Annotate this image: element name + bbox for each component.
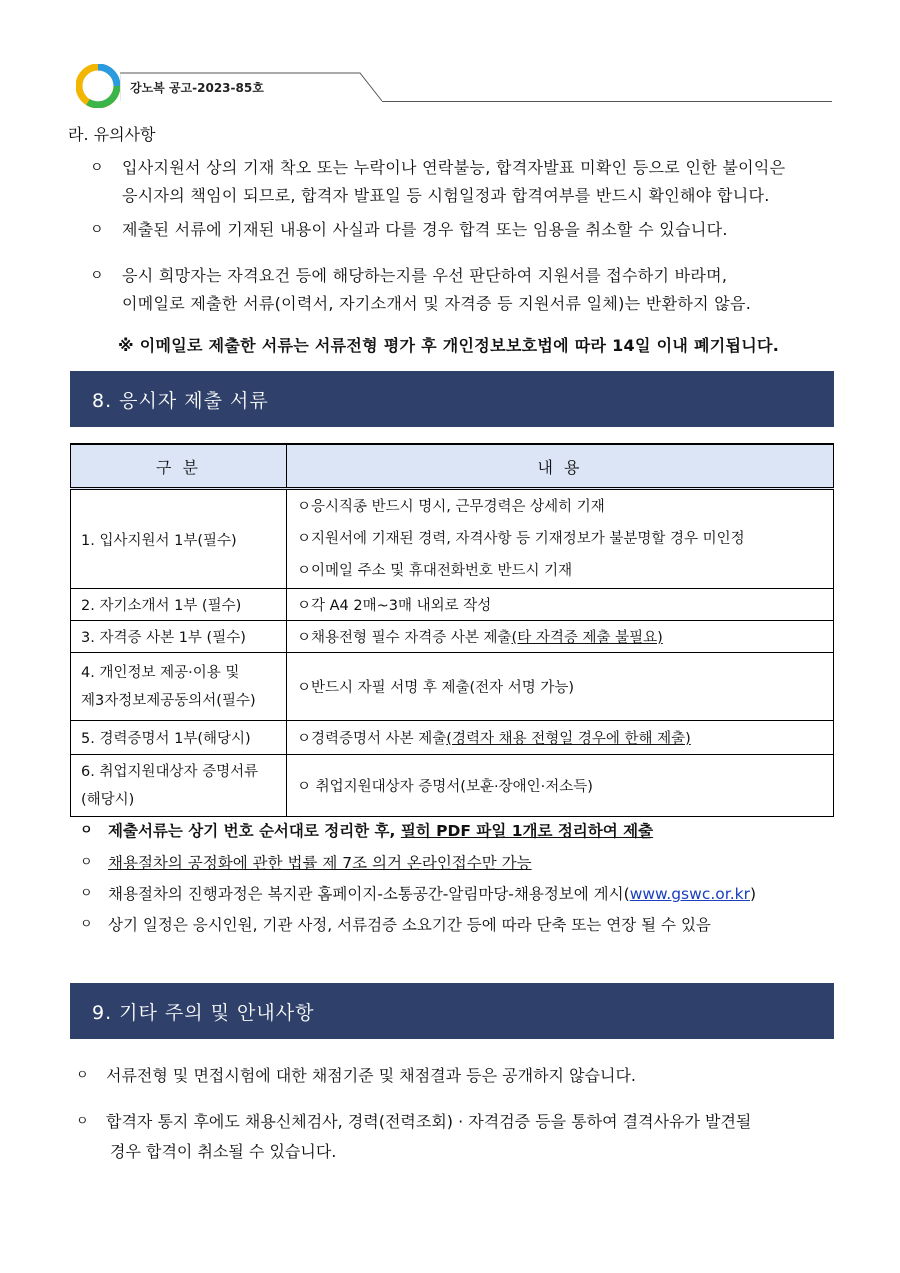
organization-logo-icon xyxy=(76,64,120,108)
section-8-title: 8. 응시자 제출 서류 xyxy=(92,389,269,412)
row-content xyxy=(287,721,834,755)
item-text-tail: ) xyxy=(749,885,757,903)
after-table-item xyxy=(80,881,756,907)
document-name-line: (해당시) xyxy=(81,791,135,808)
item-text-underlined: 필히 PDF 파일 1개로 정리하여 제출 xyxy=(400,822,654,840)
row-content xyxy=(287,621,834,653)
bullet-marker: ㅇ xyxy=(90,160,104,176)
notes-item-line: 입사지원서 상의 기재 착오 또는 누락이나 연락불능, 합격자발표 미확인 등으로 인한 불이익은 xyxy=(122,158,786,177)
item-text: 상기 일정은 응시인원, 기관 사정, 서류검증 소요기간 등에 따라 단축 또는 연장 될 수 있음 xyxy=(108,916,711,934)
row-document-name: 1. 입사지원서 1부(필수) xyxy=(71,489,287,589)
content-line: ㅇ반드시 자필 서명 후 제출(전자 서명 가능) xyxy=(297,680,575,696)
section-9-item xyxy=(76,1107,751,1167)
bullet-marker: ㅇ xyxy=(76,1114,89,1129)
row-content xyxy=(287,755,834,817)
item-line: 서류전형 및 면접시험에 대한 채점기준 및 채점결과 등은 공개하지 않습니다. xyxy=(106,1066,636,1085)
row-document-name xyxy=(71,755,287,817)
content-line: ㅇ지원서에 기재된 경력, 자격사항 등 기재정보가 불분명할 경우 미인정 xyxy=(297,531,745,547)
bullet-marker: ㅇ xyxy=(80,823,93,838)
section-9-banner xyxy=(70,983,834,1039)
document-name-line: 4. 개인정보 제공·이용 및 xyxy=(81,664,240,681)
item-line: 합격자 통지 후에도 채용신체검사, 경력(전력조회) · 자격검증 등을 통하여 결격사유가 발견될 xyxy=(106,1112,752,1131)
section-9-item xyxy=(76,1061,636,1091)
disposal-notice: ※ 이메일로 제출한 서류는 서류전형 평가 후 개인정보보호법에 따라 14일 이내 폐기됩니다. xyxy=(118,336,780,355)
content-line: ㅇ응시직종 반드시 명시, 근무경력은 상세히 기재 xyxy=(297,499,605,515)
notes-item-line: 제출된 서류에 기재된 내용이 사실과 다를 경우 합격 또는 임용을 취소할 수 있습니다. xyxy=(122,220,728,239)
table-row xyxy=(71,621,834,653)
submission-documents-table xyxy=(70,443,834,817)
row-document-name: 2. 자기소개서 1부 (필수) xyxy=(71,589,287,621)
homepage-link[interactable]: www.gswc.or.kr xyxy=(629,885,750,903)
item-text: 채용절차의 공정화에 관한 법률 제 7조 의거 온라인접수만 가능 xyxy=(108,854,532,872)
table-row xyxy=(71,755,834,817)
table-header-category: 구 분 xyxy=(71,444,287,489)
table-row xyxy=(71,589,834,621)
document-name-line: 제3자정보제공동의서(필수) xyxy=(81,692,256,709)
notes-item xyxy=(90,216,728,244)
bullet-marker: ㅇ xyxy=(80,917,93,932)
notes-item-line: 이메일로 제출한 서류(이력서, 자기소개서 및 자격증 등 지원서류 일체)는 반환하지 않음. xyxy=(122,294,752,313)
content-line: ㅇ경력증명서 사본 제출 xyxy=(297,731,447,747)
bullet-marker: ㅇ xyxy=(80,886,93,901)
content-line: ㅇ이메일 주소 및 휴대전화번호 반드시 기재 xyxy=(297,563,573,579)
item-line: 경우 합격이 취소될 수 있습니다. xyxy=(110,1142,337,1161)
row-content xyxy=(287,489,834,589)
header-divider xyxy=(382,101,832,102)
row-document-name xyxy=(71,653,287,721)
notes-item xyxy=(90,154,785,210)
notes-item-line: 응시 희망자는 자격요건 등에 해당하는지를 우선 판단하여 지원서를 접수하기 바라며, xyxy=(122,266,728,285)
item-text: 제출서류는 상기 번호 순서대로 정리한 후, xyxy=(108,822,401,840)
row-content xyxy=(287,589,834,621)
bullet-marker: ㅇ xyxy=(90,222,104,238)
item-text: 채용절차의 진행과정은 복지관 홈페이지-소통공간-알림마당-채용정보에 게시( xyxy=(108,885,630,903)
table-row xyxy=(71,653,834,721)
document-name-line: 6. 취업지원대상자 증명서류 xyxy=(81,763,259,780)
notes-item-line: 응시자의 책임이 되므로, 합격자 발표일 등 시험일정과 합격여부를 반드시 확인해야 합니다. xyxy=(122,186,770,205)
after-table-item xyxy=(80,912,711,938)
table-header-content: 내 용 xyxy=(287,444,834,489)
content-line: ㅇ각 A4 2매~3매 내외로 작성 xyxy=(297,598,492,614)
table-row xyxy=(71,721,834,755)
content-underlined: (타 자격증 제출 불필요) xyxy=(511,630,663,646)
notes-item xyxy=(90,262,751,318)
document-header xyxy=(70,58,832,108)
bullet-marker: ㅇ xyxy=(90,268,104,284)
after-table-item xyxy=(80,850,532,876)
content-underlined: (경력자 채용 전형일 경우에 한해 제출) xyxy=(446,731,691,747)
content-line: ㅇ채용전형 필수 자격증 사본 제출 xyxy=(297,630,512,646)
bullet-marker: ㅇ xyxy=(76,1068,89,1083)
content-line: ㅇ 취업지원대상자 증명서(보훈·장애인·저소득) xyxy=(297,779,593,795)
notes-label: 라. 유의사항 xyxy=(68,125,156,144)
section-8-banner xyxy=(70,371,834,427)
after-table-item xyxy=(80,818,653,844)
table-row xyxy=(71,489,834,589)
row-document-name: 5. 경력증명서 1부(해당시) xyxy=(71,721,287,755)
document-number: 강노복 공고-2023-85호 xyxy=(130,81,264,95)
row-document-name: 3. 자격증 사본 1부 (필수) xyxy=(71,621,287,653)
section-9-title: 9. 기타 주의 및 안내사항 xyxy=(92,1001,315,1024)
row-content xyxy=(287,653,834,721)
bullet-marker: ㅇ xyxy=(80,855,93,870)
table-header-row xyxy=(71,444,834,489)
